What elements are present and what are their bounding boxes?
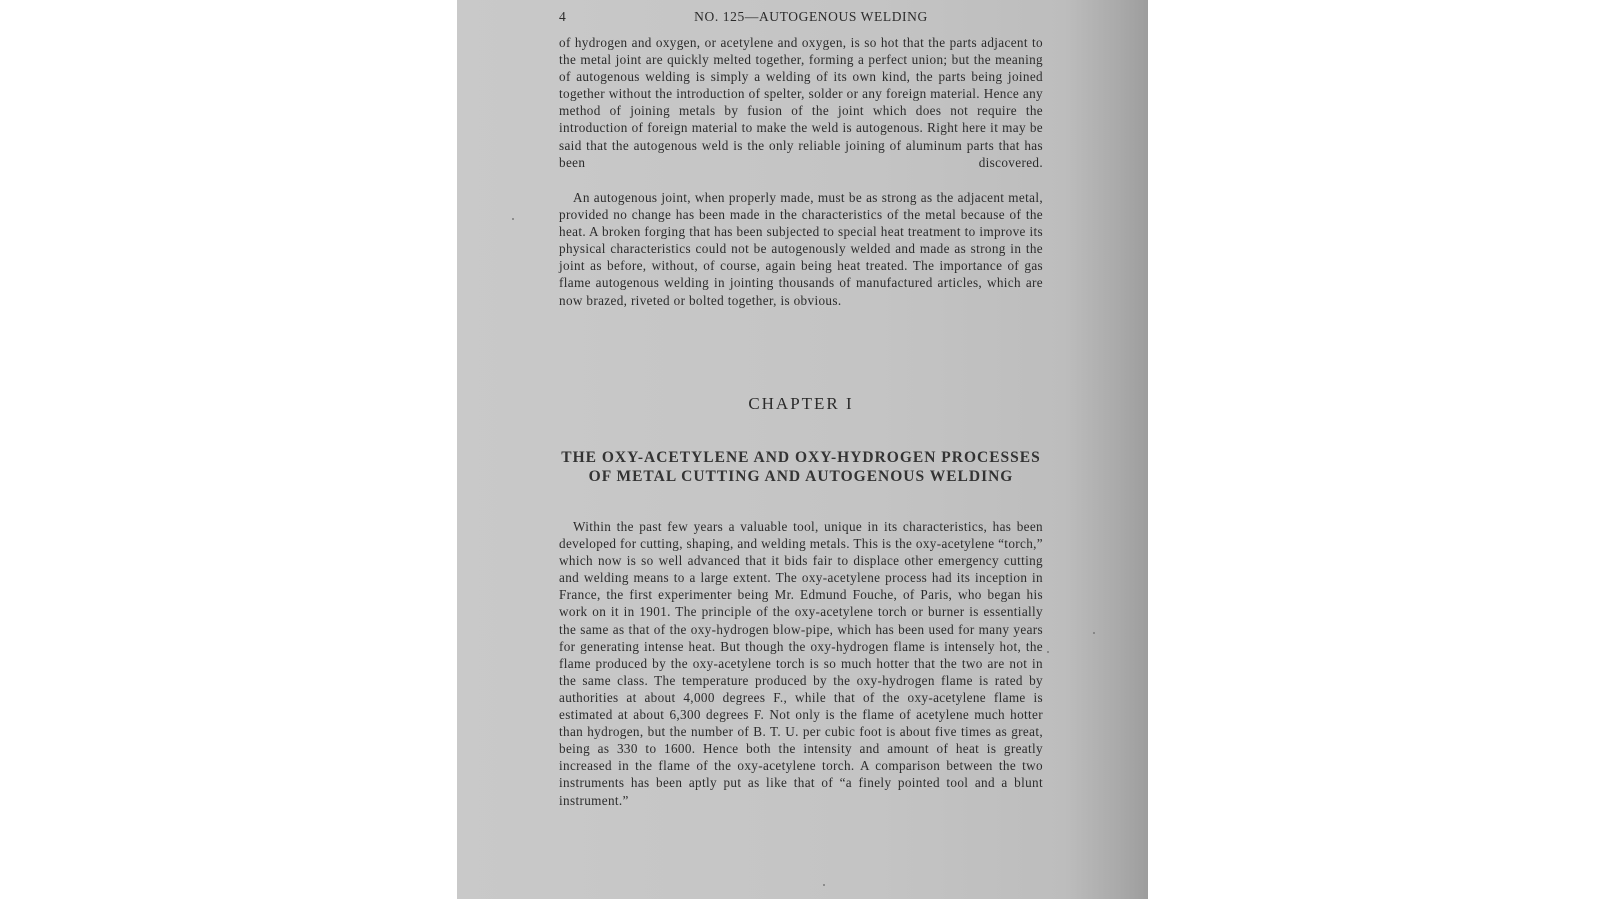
body-paragraph-2: An autogenous joint, when properly made, must be as strong as the adjacent metal, provided no change has been made in the characteristics of the metal because of the heat. A broken forging that has been subjected to special heat treatment to improve its physical characteristics could not be autogenously welded and made as strong in the joint as before, without, of course, again being heat treated. The importance of gas flame autogenous welding in jointing thousands of manufactured articles, which are now brazed, riveted or bolted together, is obvious. xyxy=(559,190,1043,308)
scan-speck xyxy=(512,218,514,220)
running-title: NO. 125—AUTOGENOUS WELDING xyxy=(694,9,928,24)
running-head xyxy=(559,9,1043,29)
body-paragraph-3: Within the past few years a valuable tool, unique in its characteristics, has been developed for cutting, shaping, and welding metals. This is the oxy-acetylene “torch,” which now is so well advanced that it bids fair to displace other emergency cutting and welding means to a large extent. The oxy-acetylene process had its inception in France, the first experimenter being Mr. Edmund Fouche, of Paris, who began his work on it in 1901. The principle of the oxy-acetylene torch or burner is essentially the same as that of the oxy-hydrogen blow-pipe, which has been used for many years for generating intense heat. But though the oxy-hydrogen flame is intensely hot, the flame produced by the oxy-acetylene torch is so much hotter that the two are not in the same class. The temperature produced by the oxy-hydrogen flame is rated by authorities at about 4,000 degrees F., while that of the oxy-acetylene flame is estimated at about 6,300 degrees F. Not only is the flame of acetylene much hotter than hydrogen, but the number of B. T. U. per cubic foot is about five times as great, being as 330 to 1600. Hence both the intensity and amount of heat is greatly increased in the flame of the oxy-acetylene torch. A comparison between the two instruments has been aptly put as like that of “a finely pointed tool and a blunt instrument.” xyxy=(559,519,1043,808)
scan-speck xyxy=(1093,632,1095,634)
chapter-label: CHAPTER I xyxy=(748,394,854,413)
chapter-title: THE OXY-ACETYLENE AND OXY-HYDROGEN PROCESSES OF METAL CUTTING AND AUTOGENOUS WELDING xyxy=(561,449,1041,485)
scan-speck xyxy=(1047,651,1049,653)
scanned-page xyxy=(457,0,1148,899)
page-number: 4 xyxy=(559,9,567,24)
scan-speck xyxy=(823,884,825,886)
body-paragraph-1: of hydrogen and oxygen, or acetylene and oxygen, is so hot that the parts adjacent to the metal joint are quickly melted together, forming a perfect union; but the meaning of autogenous welding is simply a welding of its own kind, the parts being joined together without the introduction of spelter, solder or any foreign material. Hence any method of joining metals by fusion of the joint which does not require the introduction of foreign material to make the weld is autogenous. Right here it may be said that the autogenous weld is the only reliable joining of aluminum parts that has been discovered. xyxy=(559,35,1043,170)
